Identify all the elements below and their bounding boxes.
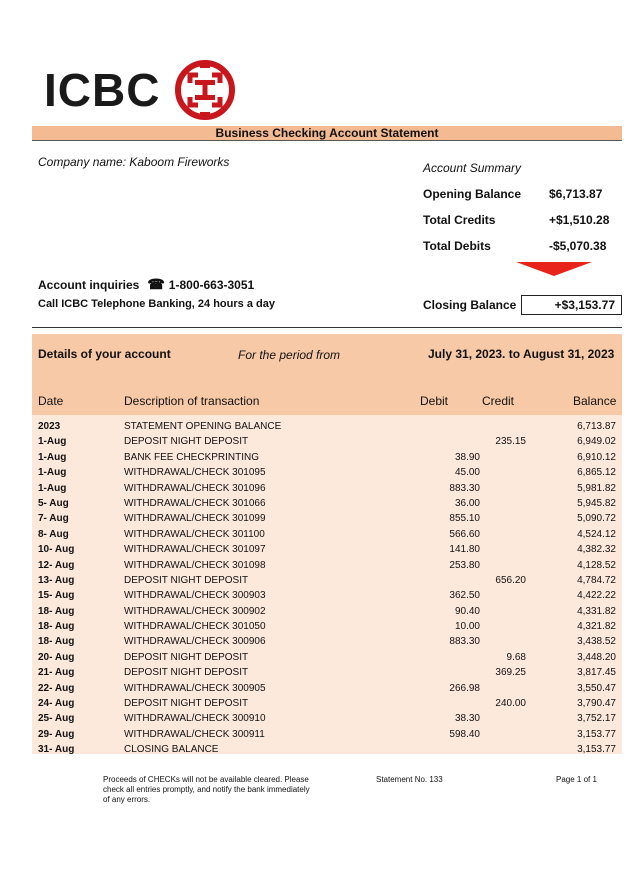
row-debit: 141.80: [449, 544, 480, 556]
total-debits-value: -$5,070.38: [549, 239, 607, 253]
closing-balance-label: Closing Balance: [423, 298, 517, 312]
column-header-date: Date: [38, 394, 64, 408]
table-row: [32, 465, 622, 480]
logo-wordmark: ICBC: [44, 64, 161, 116]
row-date: 18- Aug: [38, 605, 75, 617]
row-description: WITHDRAWAL/CHECK 300911: [124, 728, 265, 740]
row-date: 2023: [38, 421, 61, 432]
table-row: [32, 527, 622, 542]
opening-balance-row: [423, 187, 613, 201]
row-debit: 883.30: [449, 636, 480, 648]
row-balance: 4,321.82: [577, 621, 616, 633]
row-credit: 240.00: [495, 698, 526, 710]
row-balance: 4,524.12: [577, 528, 616, 540]
period-dates: July 31, 2023. to August 31, 2023: [428, 347, 615, 361]
row-balance: 4,422.22: [577, 590, 616, 602]
row-debit: 598.40: [449, 728, 480, 740]
table-row: [32, 681, 622, 696]
row-debit: 253.80: [449, 559, 480, 571]
closing-balance-value: +$3,153.77: [521, 295, 622, 315]
row-date: 31- Aug: [38, 744, 75, 756]
icbc-emblem-icon: [174, 59, 236, 121]
row-debit: 90.40: [454, 605, 480, 617]
table-row: [32, 711, 622, 726]
row-balance: 3,153.77: [577, 728, 616, 740]
opening-balance-label: Opening Balance: [423, 187, 522, 201]
down-arrow-icon: [516, 262, 592, 276]
table-row: [32, 511, 622, 526]
row-balance: 3,790.47: [577, 698, 616, 710]
row-debit: 266.98: [449, 682, 480, 694]
row-description: WITHDRAWAL/CHECK 301050: [124, 621, 266, 633]
row-description: WITHDRAWAL/CHECK 301099: [124, 513, 266, 525]
transaction-list: [32, 419, 622, 758]
row-description: WITHDRAWAL/CHECK 300903: [124, 590, 266, 602]
row-date: 8- Aug: [38, 528, 69, 540]
account-details-section: [32, 334, 622, 754]
account-inquiries: [38, 276, 254, 293]
row-balance: 6,713.87: [577, 421, 616, 432]
row-date: 24- Aug: [38, 698, 75, 710]
row-balance: 4,784.72: [577, 574, 616, 586]
row-balance: 3,752.17: [577, 713, 616, 725]
row-debit: 38.30: [454, 713, 480, 725]
table-row: [32, 481, 622, 496]
row-description: DEPOSIT NIGHT DEPOSIT: [124, 651, 249, 663]
row-date: 1-Aug: [38, 482, 67, 494]
table-row: [32, 742, 622, 757]
row-description: WITHDRAWAL/CHECK 300905: [124, 682, 266, 694]
row-balance: 4,331.82: [577, 605, 616, 617]
row-debit: 36.00: [454, 497, 480, 509]
footer-note: Proceeds of CHECKs will not be available cleared. Please check all entries promptly, and notify the bank immediately of any errors.: [103, 775, 310, 804]
row-description: WITHDRAWAL/CHECK 300910: [124, 713, 266, 725]
opening-balance-value: $6,713.87: [549, 187, 603, 201]
row-date: 29- Aug: [38, 728, 75, 740]
row-date: 18- Aug: [38, 636, 75, 648]
details-header: [32, 334, 622, 415]
row-description: DEPOSIT NIGHT DEPOSIT: [124, 667, 249, 679]
row-credit: 235.15: [495, 436, 526, 448]
row-credit: 369.25: [495, 667, 526, 679]
divider: [32, 140, 622, 141]
row-credit: 9.68: [506, 651, 526, 663]
row-debit: 566.60: [449, 528, 480, 540]
row-description: WITHDRAWAL/CHECK 300902: [124, 605, 266, 617]
table-row: [32, 496, 622, 511]
row-balance: 3,448.20: [577, 651, 616, 663]
statement-number: Statement No. 133: [376, 775, 443, 784]
row-description: WITHDRAWAL/CHECK 301098: [124, 559, 266, 571]
column-header-debit: Debit: [420, 394, 449, 408]
table-row: [32, 696, 622, 711]
row-balance: 6,910.12: [577, 451, 616, 463]
table-row: [32, 419, 622, 434]
table-row: [32, 634, 622, 649]
row-date: 7- Aug: [38, 513, 69, 525]
row-debit: 45.00: [454, 467, 480, 479]
row-description: CLOSING BALANCE: [124, 744, 219, 756]
table-row: [32, 619, 622, 634]
table-row: [32, 604, 622, 619]
inquiries-phone[interactable]: 1-800-663-3051: [168, 277, 255, 292]
row-balance: 4,128.52: [577, 559, 616, 571]
row-debit: 362.50: [449, 590, 480, 602]
row-date: 1-Aug: [38, 467, 67, 479]
column-header-credit: Credit: [482, 394, 515, 408]
table-row: [32, 665, 622, 680]
details-title: Details of your account: [38, 347, 171, 361]
row-description: WITHDRAWAL/CHECK 301095: [124, 467, 266, 479]
row-date: 25- Aug: [38, 713, 75, 725]
inquiries-label: Account inquiries: [38, 277, 140, 292]
row-description: BANK FEE CHECKPRINTING: [124, 451, 260, 463]
row-balance: 5,090.72: [577, 513, 616, 525]
inquiries-subtext: Call ICBC Telephone Banking, 24 hours a day: [38, 298, 275, 310]
row-date: 1-Aug: [38, 451, 67, 463]
row-debit: 10.00: [454, 621, 480, 633]
table-row: [32, 727, 622, 742]
total-credits-label: Total Credits: [423, 213, 496, 227]
account-summary-heading: Account Summary: [423, 161, 522, 175]
row-balance: 4,382.32: [577, 544, 616, 556]
period-label: For the period from: [238, 348, 341, 362]
table-row: [32, 573, 622, 588]
table-row: [32, 650, 622, 665]
row-description: WITHDRAWAL/CHECK 301097: [124, 544, 266, 556]
row-description: DEPOSIT NIGHT DEPOSIT: [124, 698, 249, 710]
row-description: WITHDRAWAL/CHECK 300906: [124, 636, 266, 648]
row-date: 18- Aug: [38, 621, 75, 633]
row-date: 15- Aug: [38, 590, 75, 602]
row-date: 10- Aug: [38, 544, 75, 556]
row-balance: 6,865.12: [577, 467, 616, 479]
row-date: 5- Aug: [38, 497, 69, 509]
row-debit: 855.10: [449, 513, 480, 525]
telephone-icon: ☎: [147, 276, 165, 292]
row-balance: 5,981.82: [577, 482, 616, 494]
row-debit: 38.90: [454, 451, 480, 463]
row-date: 1-Aug: [38, 436, 67, 448]
row-balance: 3,438.52: [577, 636, 616, 648]
icbc-logo: [44, 58, 236, 122]
row-description: DEPOSIT NIGHT DEPOSIT: [124, 436, 249, 448]
company-name: Company name: Kaboom Fireworks: [38, 155, 230, 169]
table-row: [32, 450, 622, 465]
row-date: 22- Aug: [38, 682, 75, 694]
column-header-balance: Balance: [573, 394, 617, 408]
row-credit: 656.20: [495, 574, 526, 586]
statement-title: Business Checking Account Statement: [32, 126, 622, 140]
row-description: WITHDRAWAL/CHECK 301100: [124, 528, 265, 540]
row-date: 12- Aug: [38, 559, 75, 571]
row-balance: 3,153.77: [577, 744, 616, 756]
total-credits-value: +$1,510.28: [549, 213, 610, 227]
row-date: 21- Aug: [38, 667, 75, 679]
row-debit: 883.30: [449, 482, 480, 494]
row-balance: 3,550.47: [577, 682, 616, 694]
table-row: [32, 558, 622, 573]
total-debits-row: [423, 239, 613, 253]
table-row: [32, 588, 622, 603]
row-description: WITHDRAWAL/CHECK 301096: [124, 482, 266, 494]
column-header-description: Description of transaction: [124, 394, 260, 408]
row-description: DEPOSIT NIGHT DEPOSIT: [124, 574, 249, 586]
row-description: WITHDRAWAL/CHECK 301066: [124, 497, 266, 509]
table-row: [32, 542, 622, 557]
row-balance: 6,949.02: [577, 436, 616, 448]
row-date: 20- Aug: [38, 651, 75, 663]
row-balance: 3,817.45: [577, 667, 616, 679]
total-credits-row: [423, 213, 613, 227]
total-debits-label: Total Debits: [423, 239, 491, 253]
divider: [32, 327, 622, 328]
table-row: [32, 434, 622, 449]
page-number: Page 1 of 1: [556, 775, 597, 784]
row-description: STATEMENT OPENING BALANCE: [124, 421, 282, 432]
row-date: 13- Aug: [38, 574, 75, 586]
row-balance: 5,945.82: [577, 497, 616, 509]
